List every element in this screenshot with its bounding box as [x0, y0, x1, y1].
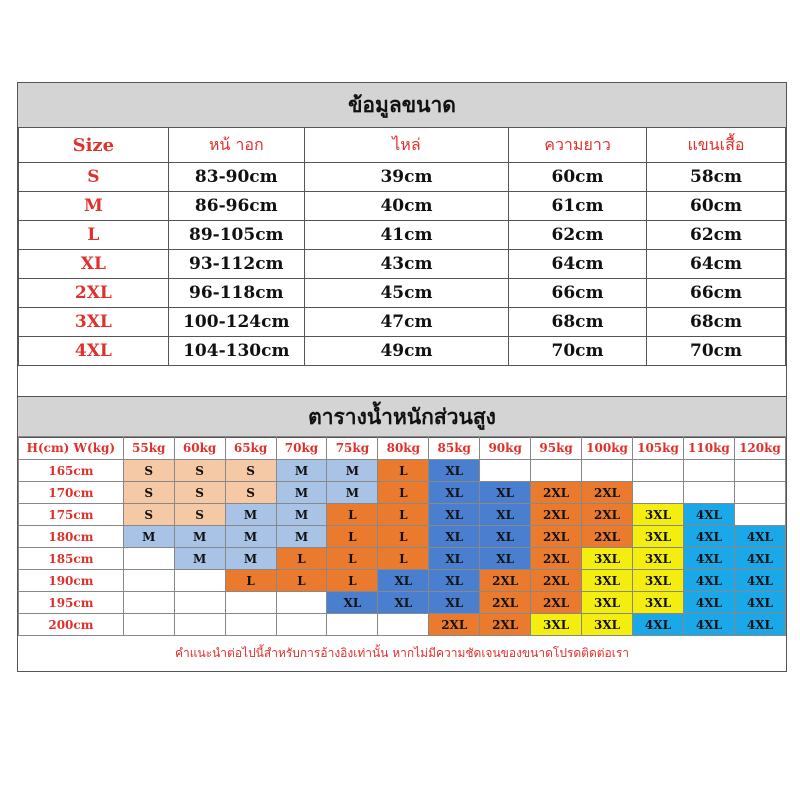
size-info-row [19, 221, 786, 250]
recommended-size-cell: S [123, 482, 174, 504]
size-measurement: 39cm [304, 163, 508, 192]
height-weight-title: ตารางน้ำหนักส่วนสูง [18, 396, 786, 438]
recommended-size-cell: L [378, 526, 429, 548]
empty-cell [174, 614, 225, 636]
recommended-size-cell: L [327, 548, 378, 570]
size-info-header-cell: Size [19, 128, 169, 163]
size-label: M [19, 192, 169, 221]
recommended-size-cell: 4XL [683, 504, 734, 526]
height-weight-header-row [19, 437, 786, 460]
size-measurement: 40cm [304, 192, 508, 221]
empty-cell [378, 614, 429, 636]
height-row [19, 570, 786, 592]
recommended-size-cell: 3XL [633, 504, 684, 526]
size-info-row [19, 308, 786, 337]
recommended-size-cell: XL [429, 548, 480, 570]
recommended-size-cell: 3XL [633, 592, 684, 614]
recommended-size-cell: L [378, 504, 429, 526]
recommended-size-cell: S [174, 482, 225, 504]
recommended-size-cell: S [174, 504, 225, 526]
recommended-size-cell: 2XL [531, 570, 582, 592]
recommended-size-cell: 3XL [633, 526, 684, 548]
recommended-size-cell: M [327, 482, 378, 504]
size-measurement: 66cm [647, 279, 786, 308]
size-measurement: 60cm [509, 163, 647, 192]
size-info-row [19, 192, 786, 221]
empty-cell [123, 548, 174, 570]
size-measurement: 64cm [509, 250, 647, 279]
recommended-size-cell: XL [429, 570, 480, 592]
recommended-size-cell: 4XL [734, 592, 785, 614]
recommended-size-cell: XL [429, 504, 480, 526]
recommended-size-cell: L [276, 548, 327, 570]
empty-cell [123, 570, 174, 592]
recommended-size-cell: 2XL [480, 592, 531, 614]
height-label: 180cm [19, 526, 124, 548]
recommended-size-cell: 3XL [582, 592, 633, 614]
recommended-size-cell: L [378, 482, 429, 504]
empty-cell [633, 460, 684, 482]
size-label: L [19, 221, 169, 250]
weight-header: 70kg [276, 437, 327, 460]
empty-cell [582, 460, 633, 482]
recommended-size-cell: L [225, 570, 276, 592]
recommended-size-cell: 2XL [531, 526, 582, 548]
size-measurement: 104-130cm [168, 337, 304, 366]
empty-cell [734, 482, 785, 504]
recommended-size-cell: M [174, 526, 225, 548]
height-row [19, 460, 786, 482]
recommended-size-cell: 2XL [582, 482, 633, 504]
recommended-size-cell: S [123, 504, 174, 526]
empty-cell [633, 482, 684, 504]
size-label: 4XL [19, 337, 169, 366]
recommended-size-cell: 2XL [531, 548, 582, 570]
size-info-row [19, 279, 786, 308]
weight-header: 80kg [378, 437, 429, 460]
recommended-size-cell: L [378, 460, 429, 482]
height-row [19, 504, 786, 526]
height-weight-corner: H(cm) W(kg) [19, 437, 124, 460]
recommended-size-cell: 2XL [429, 614, 480, 636]
recommended-size-cell: M [276, 526, 327, 548]
empty-cell [276, 614, 327, 636]
height-row [19, 614, 786, 636]
empty-cell [174, 570, 225, 592]
weight-header: 120kg [734, 437, 785, 460]
recommended-size-cell: XL [480, 548, 531, 570]
recommended-size-cell: 2XL [531, 482, 582, 504]
recommended-size-cell: XL [327, 592, 378, 614]
size-label: XL [19, 250, 169, 279]
size-measurement: 93-112cm [168, 250, 304, 279]
recommended-size-cell: XL [378, 570, 429, 592]
size-label: S [19, 163, 169, 192]
weight-header: 55kg [123, 437, 174, 460]
size-measurement: 64cm [647, 250, 786, 279]
empty-cell [225, 592, 276, 614]
size-measurement: 70cm [509, 337, 647, 366]
recommended-size-cell: 4XL [683, 526, 734, 548]
recommended-size-cell: XL [378, 592, 429, 614]
recommended-size-cell: 4XL [734, 614, 785, 636]
size-info-header-row [19, 128, 786, 163]
empty-cell [734, 504, 785, 526]
size-measurement: 60cm [647, 192, 786, 221]
recommended-size-cell: 4XL [734, 570, 785, 592]
empty-cell [327, 614, 378, 636]
recommended-size-cell: M [225, 526, 276, 548]
size-measurement: 41cm [304, 221, 508, 250]
recommended-size-cell: 4XL [683, 570, 734, 592]
weight-header: 105kg [633, 437, 684, 460]
size-info-title: ข้อมูลขนาด [18, 83, 786, 128]
recommended-size-cell: M [174, 548, 225, 570]
height-label: 165cm [19, 460, 124, 482]
size-info-header-cell: แขนเสื้อ [647, 128, 786, 163]
size-measurement: 86-96cm [168, 192, 304, 221]
size-chart-frame [17, 82, 787, 672]
size-measurement: 62cm [509, 221, 647, 250]
recommended-size-cell: 2XL [582, 526, 633, 548]
recommended-size-cell: 3XL [633, 548, 684, 570]
recommended-size-cell: L [378, 548, 429, 570]
weight-header: 95kg [531, 437, 582, 460]
empty-cell [225, 614, 276, 636]
recommended-size-cell: 3XL [633, 570, 684, 592]
size-measurement: 47cm [304, 308, 508, 337]
recommended-size-cell: 2XL [480, 614, 531, 636]
size-measurement: 100-124cm [168, 308, 304, 337]
recommended-size-cell: M [225, 504, 276, 526]
height-label: 170cm [19, 482, 124, 504]
recommended-size-cell: XL [480, 482, 531, 504]
empty-cell [683, 460, 734, 482]
size-label: 2XL [19, 279, 169, 308]
empty-cell [174, 592, 225, 614]
height-row [19, 526, 786, 548]
empty-cell [531, 460, 582, 482]
height-weight-table [18, 436, 786, 636]
recommended-size-cell: L [327, 526, 378, 548]
weight-header: 90kg [480, 437, 531, 460]
recommended-size-cell: S [225, 460, 276, 482]
recommended-size-cell: M [123, 526, 174, 548]
empty-cell [734, 460, 785, 482]
recommended-size-cell: M [276, 504, 327, 526]
recommended-size-cell: 2XL [480, 570, 531, 592]
recommended-size-cell: S [123, 460, 174, 482]
recommended-size-cell: XL [480, 504, 531, 526]
size-measurement: 49cm [304, 337, 508, 366]
recommended-size-cell: 2XL [531, 504, 582, 526]
size-info-row [19, 250, 786, 279]
size-info-header-cell: ความยาว [509, 128, 647, 163]
size-label: 3XL [19, 308, 169, 337]
size-measurement: 68cm [647, 308, 786, 337]
recommended-size-cell: 3XL [582, 570, 633, 592]
recommended-size-cell: XL [480, 526, 531, 548]
disclaimer-note: คำแนะนำต่อไปนี้สำหรับการอ้างอิงเท่านั้น หากไม่มีความชัดเจนของขนาดโปรดติดต่อเรา [174, 646, 630, 660]
recommended-size-cell: 4XL [683, 614, 734, 636]
size-measurement: 68cm [509, 308, 647, 337]
recommended-size-cell: 4XL [683, 548, 734, 570]
height-label: 190cm [19, 570, 124, 592]
recommended-size-cell: XL [429, 482, 480, 504]
empty-cell [683, 482, 734, 504]
recommended-size-cell: 3XL [582, 548, 633, 570]
recommended-size-cell: M [327, 460, 378, 482]
recommended-size-cell: XL [429, 460, 480, 482]
recommended-size-cell: S [225, 482, 276, 504]
size-info-header-cell: ไหล่ [304, 128, 508, 163]
recommended-size-cell: 4XL [683, 592, 734, 614]
empty-cell [276, 592, 327, 614]
size-measurement: 62cm [647, 221, 786, 250]
recommended-size-cell: M [225, 548, 276, 570]
size-measurement: 45cm [304, 279, 508, 308]
recommended-size-cell: 4XL [734, 548, 785, 570]
size-measurement: 58cm [647, 163, 786, 192]
height-row [19, 482, 786, 504]
recommended-size-cell: M [276, 460, 327, 482]
section-divider [18, 375, 786, 396]
height-row [19, 548, 786, 570]
recommended-size-cell: 2XL [582, 504, 633, 526]
height-label: 200cm [19, 614, 124, 636]
empty-cell [480, 460, 531, 482]
size-measurement: 66cm [509, 279, 647, 308]
recommended-size-cell: 3XL [582, 614, 633, 636]
recommended-size-cell: XL [429, 526, 480, 548]
recommended-size-cell: S [174, 460, 225, 482]
size-info-table [18, 127, 786, 366]
recommended-size-cell: L [276, 570, 327, 592]
recommended-size-cell: XL [429, 592, 480, 614]
height-label: 175cm [19, 504, 124, 526]
recommended-size-cell: 4XL [734, 526, 785, 548]
size-measurement: 89-105cm [168, 221, 304, 250]
height-label: 195cm [19, 592, 124, 614]
size-measurement: 96-118cm [168, 279, 304, 308]
size-info-row [19, 337, 786, 366]
size-measurement: 61cm [509, 192, 647, 221]
empty-cell [123, 614, 174, 636]
recommended-size-cell: L [327, 570, 378, 592]
recommended-size-cell: 4XL [633, 614, 684, 636]
size-measurement: 43cm [304, 250, 508, 279]
weight-header: 75kg [327, 437, 378, 460]
weight-header: 110kg [683, 437, 734, 460]
size-measurement: 83-90cm [168, 163, 304, 192]
weight-header: 65kg [225, 437, 276, 460]
size-measurement: 70cm [647, 337, 786, 366]
weight-header: 85kg [429, 437, 480, 460]
recommended-size-cell: L [327, 504, 378, 526]
recommended-size-cell: 2XL [531, 592, 582, 614]
height-label: 185cm [19, 548, 124, 570]
recommended-size-cell: 3XL [531, 614, 582, 636]
height-row [19, 592, 786, 614]
recommended-size-cell: M [276, 482, 327, 504]
size-info-header-cell: หน้ าอก [168, 128, 304, 163]
weight-header: 60kg [174, 437, 225, 460]
weight-header: 100kg [582, 437, 633, 460]
empty-cell [123, 592, 174, 614]
size-info-row [19, 163, 786, 192]
